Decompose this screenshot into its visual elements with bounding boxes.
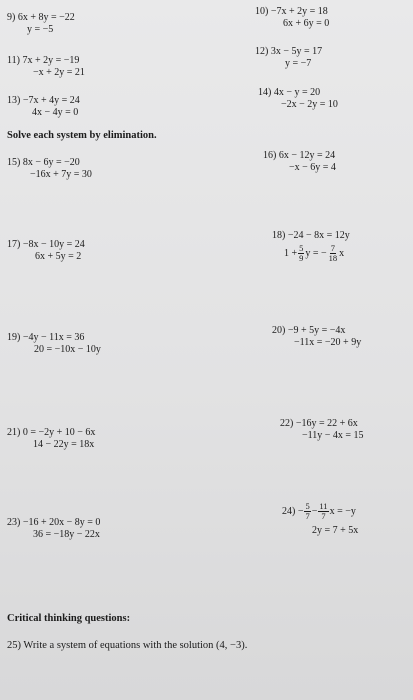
problem-number: 15) bbox=[7, 157, 21, 168]
problem-number: 19) bbox=[7, 332, 21, 343]
problem-19 bbox=[7, 332, 101, 356]
problem-12 bbox=[255, 46, 322, 70]
problem-number: 11) bbox=[7, 55, 20, 66]
fraction: $\frac{7}{18}$ bbox=[328, 243, 338, 263]
problem-11 bbox=[7, 55, 85, 79]
equation-1: 4x − y = 20 bbox=[273, 87, 321, 98]
equation-1: 3x − 5y = 17 bbox=[270, 46, 323, 57]
equation-2: y = −7 bbox=[285, 58, 312, 69]
problem-21 bbox=[7, 427, 95, 451]
equation-2: −16x + 7y = 30 bbox=[30, 169, 92, 180]
problem-number: 24) bbox=[282, 505, 296, 517]
equation-1: −7x + 4y = 24 bbox=[22, 95, 80, 106]
problem-17 bbox=[7, 239, 85, 263]
equation-2: −2x − 2y = 10 bbox=[281, 99, 338, 110]
equation-1: −4y − 11x = 36 bbox=[22, 332, 85, 343]
equation-1: 6x − 12y = 24 bbox=[278, 150, 336, 161]
problem-number: 17) bbox=[7, 239, 21, 250]
equation-2: y = −5 bbox=[27, 24, 54, 35]
problem-number: 16) bbox=[263, 150, 277, 161]
fraction: $\frac{5}{7}$ bbox=[305, 501, 310, 521]
problem-number: 18) bbox=[272, 230, 286, 241]
problem-10 bbox=[255, 6, 329, 30]
problem-9 bbox=[7, 12, 75, 36]
problem-13 bbox=[7, 95, 80, 119]
problem-number: 21) bbox=[7, 427, 21, 438]
problem-number: 9) bbox=[7, 12, 16, 23]
problem-23 bbox=[7, 517, 100, 541]
problem-number: 22) bbox=[280, 418, 294, 429]
problem-number: 23) bbox=[7, 517, 21, 528]
equation-1: −8x − 10y = 24 bbox=[22, 239, 85, 250]
equation-1: − $\frac{5}{7}$ − $\frac{11}{7}$ x = −y bbox=[297, 501, 356, 521]
equation-2: 1 + $\frac{5}{9}$ y = − $\frac{7}{18}$ x bbox=[284, 243, 345, 263]
problem-number: 13) bbox=[7, 95, 21, 106]
equation-1: 7x + 2y = −19 bbox=[22, 55, 80, 66]
equation-1: −16y = 22 + 6x bbox=[295, 418, 358, 429]
equation-2: −11x = −20 + 9y bbox=[294, 337, 362, 348]
equation-1: 8x − 6y = −20 bbox=[22, 157, 80, 168]
question-25: 25) Write a system of equations with the solution (4, −3). bbox=[7, 640, 248, 651]
equation-2: −x + 2y = 21 bbox=[33, 67, 85, 78]
equation-2: 4x − 4y = 0 bbox=[32, 107, 79, 118]
problem-24 bbox=[282, 502, 358, 537]
problem-number: 14) bbox=[258, 87, 272, 98]
problem-15 bbox=[7, 157, 92, 181]
problem-18 bbox=[272, 230, 350, 263]
problem-number: 20) bbox=[272, 325, 286, 336]
problem-20 bbox=[272, 325, 361, 349]
equation-2: 6x + 5y = 2 bbox=[35, 251, 82, 262]
fraction: $\frac{5}{9}$ bbox=[299, 243, 304, 263]
problem-16 bbox=[263, 150, 336, 174]
problem-number: 12) bbox=[255, 46, 269, 57]
equation-2: 6x + 6y = 0 bbox=[283, 18, 330, 29]
equation-2: 2y = 7 + 5x bbox=[312, 525, 359, 536]
equation-1: −9 + 5y = −4x bbox=[287, 325, 346, 336]
problem-number: 10) bbox=[255, 6, 269, 17]
equation-2: 36 = −18y − 22x bbox=[33, 529, 100, 540]
critical-heading: Critical thinking questions: bbox=[7, 613, 131, 624]
problem-14 bbox=[258, 87, 338, 111]
fraction: $\frac{11}{7}$ bbox=[319, 501, 328, 521]
problem-22 bbox=[280, 418, 364, 442]
equation-2: −11y − 4x = 15 bbox=[302, 430, 364, 441]
equation-1: −24 − 8x = 12y bbox=[287, 230, 350, 241]
equation-1: −16 + 20x − 8y = 0 bbox=[22, 517, 101, 528]
equation-1: 0 = −2y + 10 − 6x bbox=[22, 427, 96, 438]
equation-2: 20 = −10x − 10y bbox=[34, 344, 101, 355]
equation-1: −7x + 2y = 18 bbox=[270, 6, 328, 17]
equation-2: −x − 6y = 4 bbox=[289, 162, 336, 173]
section-heading: Solve each system by elimination. bbox=[7, 130, 157, 141]
equation-1: 6x + 8y = −22 bbox=[17, 12, 75, 23]
equation-2: 14 − 22y = 18x bbox=[33, 439, 95, 450]
